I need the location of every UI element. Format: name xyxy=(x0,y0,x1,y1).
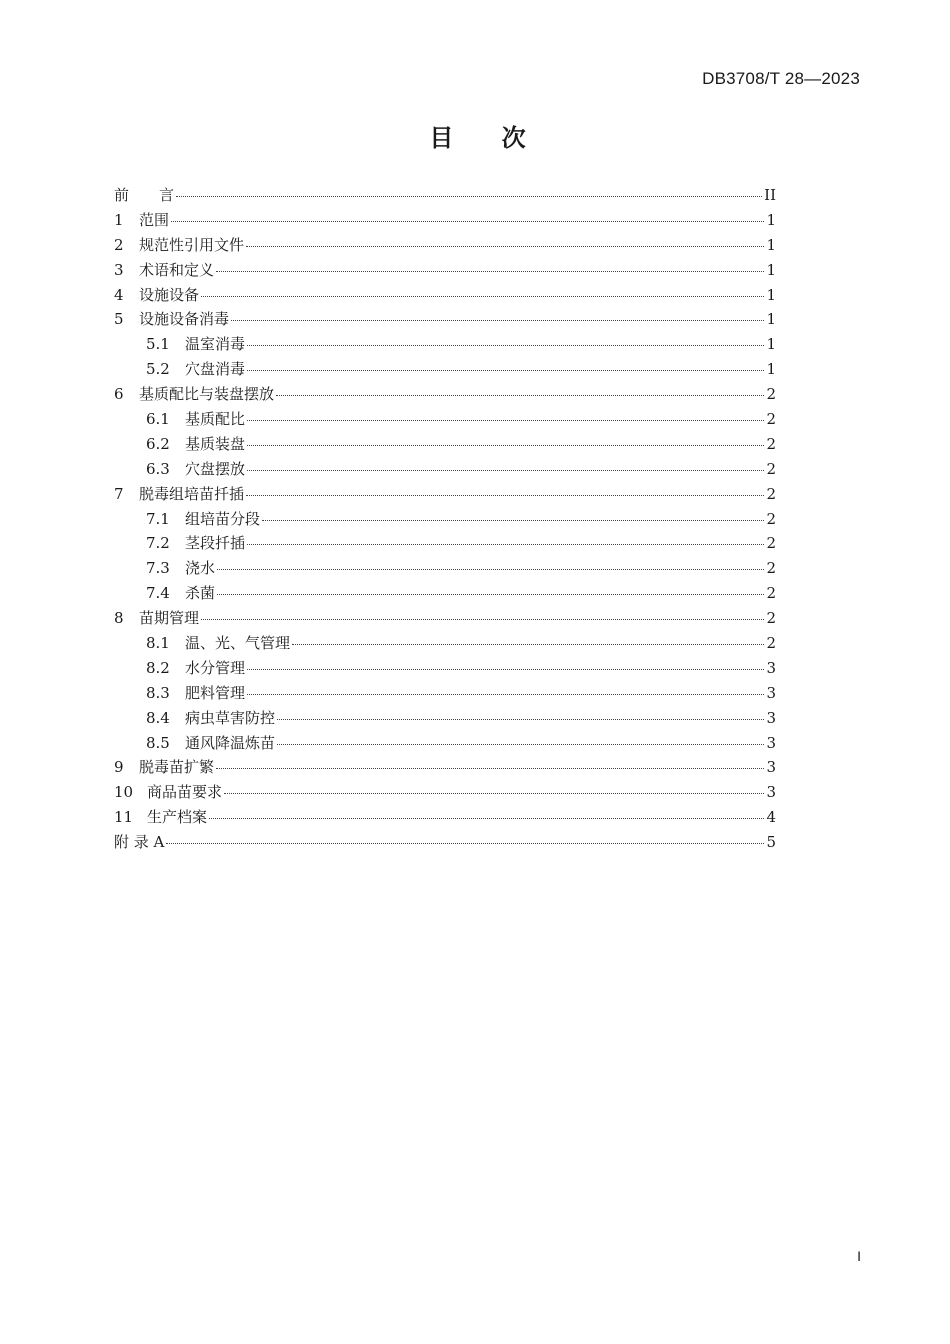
toc-dot-leader xyxy=(166,843,764,844)
toc-dot-leader xyxy=(216,768,764,769)
toc-entry-label: 茎段扦插 xyxy=(185,534,246,553)
toc-entry-label: 浇水 xyxy=(185,559,216,578)
toc-entry[interactable] xyxy=(114,732,776,757)
page-number: I xyxy=(857,1248,861,1264)
toc-dot-leader xyxy=(224,793,764,794)
toc-entry-page: 1 xyxy=(766,310,776,329)
toc-entry-label: 规范性引用文件 xyxy=(139,235,245,254)
toc-entry-label: 脱毒组培苗扦插 xyxy=(139,484,245,503)
toc-dot-leader xyxy=(292,644,764,645)
toc-entry[interactable] xyxy=(114,557,776,582)
toc-entry-page: 2 xyxy=(766,385,776,404)
toc-title: 目 次 xyxy=(429,124,546,152)
toc-entry-page: 5 xyxy=(766,833,776,852)
toc-dot-leader xyxy=(246,495,764,496)
document-code: DB3708/T 28—2023 xyxy=(702,69,860,88)
toc-entry[interactable] xyxy=(114,607,776,632)
toc-entry[interactable] xyxy=(114,408,776,433)
toc-entry-number: 6 xyxy=(114,385,124,404)
toc-entry-label: 水分管理 xyxy=(185,658,246,677)
toc-entry-page: 3 xyxy=(766,758,776,777)
toc-entry-number: 7.3 xyxy=(146,559,170,578)
toc-entry-number: 7 xyxy=(114,484,124,503)
toc-entry-page: 4 xyxy=(766,808,776,827)
toc-entry-page: 3 xyxy=(766,783,776,802)
toc-entry-label: 杀菌 xyxy=(185,584,216,603)
toc-entry-label: 基质配比 xyxy=(185,410,246,429)
toc-entry[interactable] xyxy=(114,831,776,856)
toc-dot-leader xyxy=(247,370,764,371)
toc-entry-label: 肥料管理 xyxy=(185,683,246,702)
toc-entry-page: 1 xyxy=(766,235,776,254)
toc-dot-leader xyxy=(217,569,764,570)
toc-dot-leader xyxy=(201,619,764,620)
toc-entry-page: 2 xyxy=(766,484,776,503)
toc-entry[interactable] xyxy=(114,657,776,682)
toc-entry-label: 设施设备 xyxy=(139,285,200,304)
toc-entry-page: 2 xyxy=(766,609,776,628)
toc-dot-leader xyxy=(247,420,764,421)
toc-dot-leader xyxy=(247,669,764,670)
toc-entry-number: 8.4 xyxy=(146,708,170,727)
toc-dot-leader xyxy=(216,271,764,272)
toc-entry-label: 苗期管理 xyxy=(139,609,200,628)
toc-entry[interactable] xyxy=(114,458,776,483)
toc-entry-number: 2 xyxy=(114,235,124,254)
toc-dot-leader xyxy=(247,345,764,346)
toc-entry[interactable] xyxy=(114,308,776,333)
toc-entry-page: 2 xyxy=(766,410,776,429)
toc-dot-leader xyxy=(176,196,762,197)
toc-entry-label: 基质装盘 xyxy=(185,434,246,453)
toc-dot-leader xyxy=(277,719,764,720)
toc-entry-label: 商品苗要求 xyxy=(147,783,223,802)
toc-entry-label: 组培苗分段 xyxy=(185,509,261,528)
toc-dot-leader xyxy=(247,694,764,695)
toc-entry-label: 脱毒苗扩繁 xyxy=(139,758,215,777)
toc-entry-label: 穴盘摆放 xyxy=(185,459,246,478)
toc-entry-page: 3 xyxy=(766,658,776,677)
toc-entry[interactable] xyxy=(114,756,776,781)
toc-entry[interactable] xyxy=(114,508,776,533)
toc-entry-page: 3 xyxy=(766,683,776,702)
toc-entry-label: 温室消毒 xyxy=(185,335,246,354)
toc-entry[interactable] xyxy=(114,632,776,657)
toc-entry[interactable] xyxy=(114,333,776,358)
toc-dot-leader xyxy=(276,395,764,396)
toc-entry-label: 生产档案 xyxy=(147,808,208,827)
toc-entry-label: 基质配比与装盘摆放 xyxy=(139,385,275,404)
toc-entry-page: 1 xyxy=(766,260,776,279)
toc-entry[interactable] xyxy=(114,707,776,732)
toc-entry[interactable] xyxy=(114,234,776,259)
toc-entry[interactable] xyxy=(114,184,776,209)
toc-entry-label: 病虫草害防控 xyxy=(185,708,276,727)
toc-entry[interactable] xyxy=(114,209,776,234)
toc-entry-page: 2 xyxy=(766,534,776,553)
toc-entry-number: 5 xyxy=(114,310,124,329)
toc-entry-page: 1 xyxy=(766,285,776,304)
toc-dot-leader xyxy=(247,470,764,471)
toc-entry-label: 范围 xyxy=(139,210,170,229)
toc-entry-number: 9 xyxy=(114,758,124,777)
toc-entry[interactable] xyxy=(114,781,776,806)
toc-entry-number: 7.2 xyxy=(146,534,170,553)
toc-entry-number: 10 xyxy=(114,783,134,802)
toc-entry-page: 2 xyxy=(766,634,776,653)
toc-entry-number: 5.1 xyxy=(146,335,170,354)
toc-dot-leader xyxy=(209,818,764,819)
toc-entry-label: 穴盘消毒 xyxy=(185,360,246,379)
toc-dot-leader xyxy=(262,520,764,521)
toc-entry-number: 8 xyxy=(114,609,124,628)
toc-entry-label: 通风降温炼苗 xyxy=(185,733,276,752)
toc-entry-label: 温、光、气管理 xyxy=(185,634,291,653)
toc-entry-label: 附 录 A xyxy=(114,833,165,852)
toc-dot-leader xyxy=(246,246,764,247)
toc-entry-number: 3 xyxy=(114,260,124,279)
toc-entry-number: 4 xyxy=(114,285,124,304)
toc-dot-leader xyxy=(171,221,764,222)
toc-dot-leader xyxy=(217,594,764,595)
toc-entry-number: 8.2 xyxy=(146,658,170,677)
toc-entry-number: 5.2 xyxy=(146,360,170,379)
toc-entry-number: 7.1 xyxy=(146,509,170,528)
toc-entry-label: 设施设备消毒 xyxy=(139,310,230,329)
toc-entry-number: 6.2 xyxy=(146,434,170,453)
toc-dot-leader xyxy=(277,744,764,745)
toc-entry-page: 2 xyxy=(766,434,776,453)
toc-entry-page: 2 xyxy=(766,459,776,478)
toc-entry-number: 1 xyxy=(114,210,124,229)
toc-entry-page: 1 xyxy=(766,360,776,379)
toc-dot-leader xyxy=(231,320,764,321)
toc-entry-number: 6.1 xyxy=(146,410,170,429)
toc-entry[interactable] xyxy=(114,358,776,383)
table-of-contents xyxy=(114,184,776,856)
toc-entry-number: 8.5 xyxy=(146,733,170,752)
toc-entry[interactable] xyxy=(114,582,776,607)
toc-entry[interactable] xyxy=(114,433,776,458)
toc-entry-page: 2 xyxy=(766,559,776,578)
toc-entry-page: 1 xyxy=(766,335,776,354)
toc-entry[interactable] xyxy=(114,284,776,309)
toc-entry-number: 6.3 xyxy=(146,459,170,478)
toc-entry-number: 8.3 xyxy=(146,683,170,702)
toc-entry[interactable] xyxy=(114,806,776,831)
toc-entry[interactable] xyxy=(114,259,776,284)
toc-entry-page: 2 xyxy=(766,584,776,603)
toc-dot-leader xyxy=(201,296,764,297)
toc-entry[interactable] xyxy=(114,532,776,557)
toc-entry[interactable] xyxy=(114,682,776,707)
toc-dot-leader xyxy=(247,544,764,545)
toc-entry[interactable] xyxy=(114,483,776,508)
toc-entry-label: 前 言 xyxy=(114,186,175,204)
toc-entry-page: 1 xyxy=(766,210,776,229)
toc-entry-page: 2 xyxy=(766,509,776,528)
toc-entry-number: 11 xyxy=(114,808,134,827)
toc-entry-page: 3 xyxy=(766,733,776,752)
toc-entry-number: 7.4 xyxy=(146,584,170,603)
toc-entry-page: II xyxy=(764,186,776,204)
toc-entry-number: 8.1 xyxy=(146,634,170,653)
toc-entry-label: 术语和定义 xyxy=(139,260,215,279)
toc-entry-page: 3 xyxy=(766,708,776,727)
toc-entry[interactable] xyxy=(114,383,776,408)
toc-dot-leader xyxy=(247,445,764,446)
